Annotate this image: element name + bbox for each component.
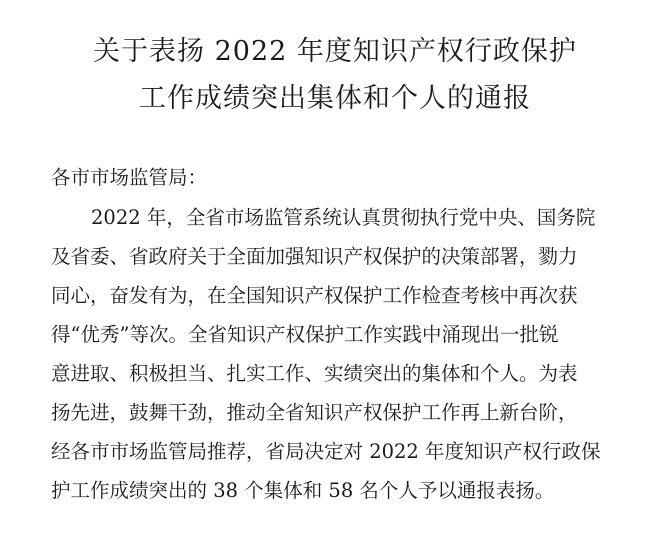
body-line-3: 同心，奋发有为，在全国知识产权保护工作检查考核中再次获 xyxy=(51,284,578,307)
body-line-1: 2022 年，全省市场监管系统认真贯彻执行党中央、国务院 xyxy=(91,206,596,229)
body-line-4: 得“优秀”等次。全省知识产权保护工作实践中涌现出一批锐 xyxy=(51,323,559,346)
body-line-2: 及省委、省政府关于全面加强知识产权保护的决策部署，勠力 xyxy=(51,245,578,268)
salutation: 各市市场监管局： xyxy=(51,166,208,189)
document-title-line-1: 关于表扬 2022 年度知识产权行政保护 xyxy=(93,36,577,67)
document-title-line-2: 工作成绩突出集体和个人的通报 xyxy=(139,83,531,114)
body-line-7: 经各市市场监管局推荐，省局决定对 2022 年度知识产权行政保 xyxy=(51,440,601,463)
body-line-5: 意进取、积极担当、扎实工作、实绩突出的集体和个人。为表 xyxy=(51,362,578,385)
body-line-8: 护工作成绩突出的 38 个集体和 58 名个人予以通报表扬。 xyxy=(51,479,555,502)
body-line-6: 扬先进，鼓舞干劲，推动全省知识产权保护工作再上新台阶， xyxy=(51,401,578,424)
